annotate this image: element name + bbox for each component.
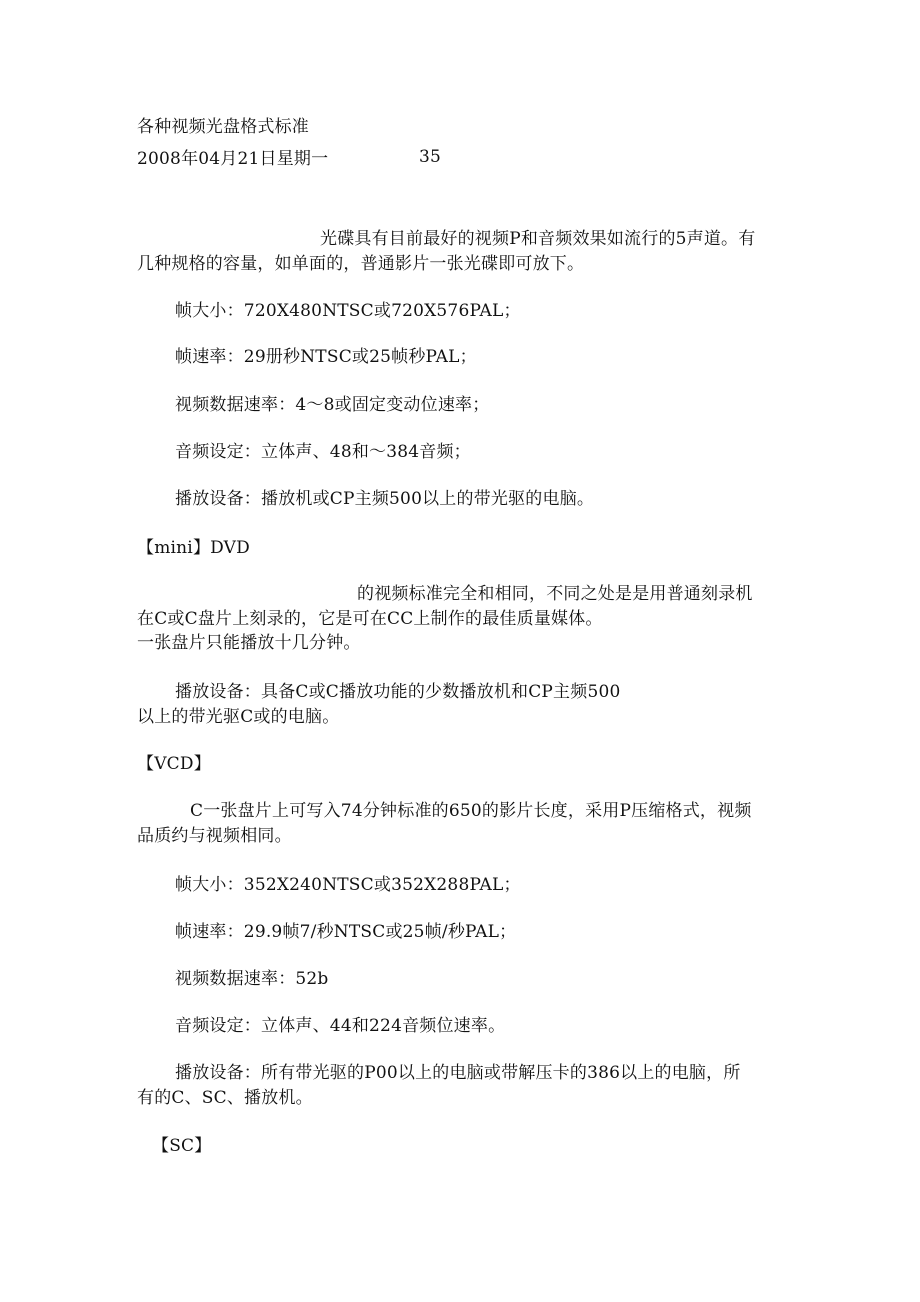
svcd-heading: 【SC】	[152, 1136, 212, 1156]
dvd-intro-line1: 光碟具有目前最好的视频P和音频效果如流行的5声道。有	[320, 229, 756, 249]
vcd-spec-audio: 音频设定：立体声、44和224音频位速率。	[175, 1016, 506, 1036]
mini-dvd-line3: 一张盘片只能播放十几分钟。	[137, 633, 361, 653]
mini-dvd-device-line2: 以上的带光驱C或的电脑。	[137, 707, 340, 727]
doc-number: 35	[419, 147, 442, 167]
dvd-spec-data-rate: 视频数据速率：4～8或固定变动位速率；	[175, 395, 490, 415]
dvd-spec-frame-size: 帧大小：720X480NTSC或720X576PAL；	[175, 301, 521, 321]
vcd-spec-frame-rate: 帧速率：29.9帧7/秒NTSC或25帧/秒PAL；	[175, 922, 517, 942]
vcd-intro-line2: 品质约与视频相同。	[137, 826, 292, 846]
mini-dvd-line1: 的视频标准完全和相同，不同之处是是用普通刻录机	[357, 584, 753, 604]
dvd-intro-line2: 几种规格的容量，如单面的，普通影片一张光碟即可放下。	[137, 254, 585, 274]
doc-title: 各种视频光盘格式标准	[137, 117, 309, 137]
mini-dvd-heading: 【mini】DVD	[137, 538, 250, 558]
vcd-device-line2: 有的C、SC、播放机。	[137, 1088, 313, 1108]
vcd-intro-line1: C一张盘片上可写入74分钟标准的650的影片长度，采用P压缩格式，视频	[190, 801, 752, 821]
mini-dvd-line2: 在C或C盘片上刻录的，它是可在CC上制作的最佳质量媒体。	[137, 609, 603, 629]
doc-date: 2008年04月21日星期一	[137, 149, 329, 169]
dvd-spec-frame-rate: 帧速率：29册秒NTSC或25帧秒PAL；	[175, 347, 477, 367]
mini-dvd-device-line1: 播放设备：具备C或C播放功能的少数播放机和CP主频500	[175, 682, 621, 702]
vcd-heading: 【VCD】	[137, 754, 211, 774]
vcd-spec-frame-size: 帧大小：352X240NTSC或352X288PAL；	[175, 875, 521, 895]
vcd-spec-data-rate: 视频数据速率：52b	[175, 969, 329, 989]
dvd-spec-device: 播放设备：播放机或CP主频500以上的带光驱的电脑。	[175, 489, 595, 509]
vcd-device-line1: 播放设备：所有带光驱的P00以上的电脑或带解压卡的386以上的电脑，所	[175, 1063, 741, 1083]
dvd-spec-audio: 音频设定：立体声、48和～384音频；	[175, 442, 471, 462]
